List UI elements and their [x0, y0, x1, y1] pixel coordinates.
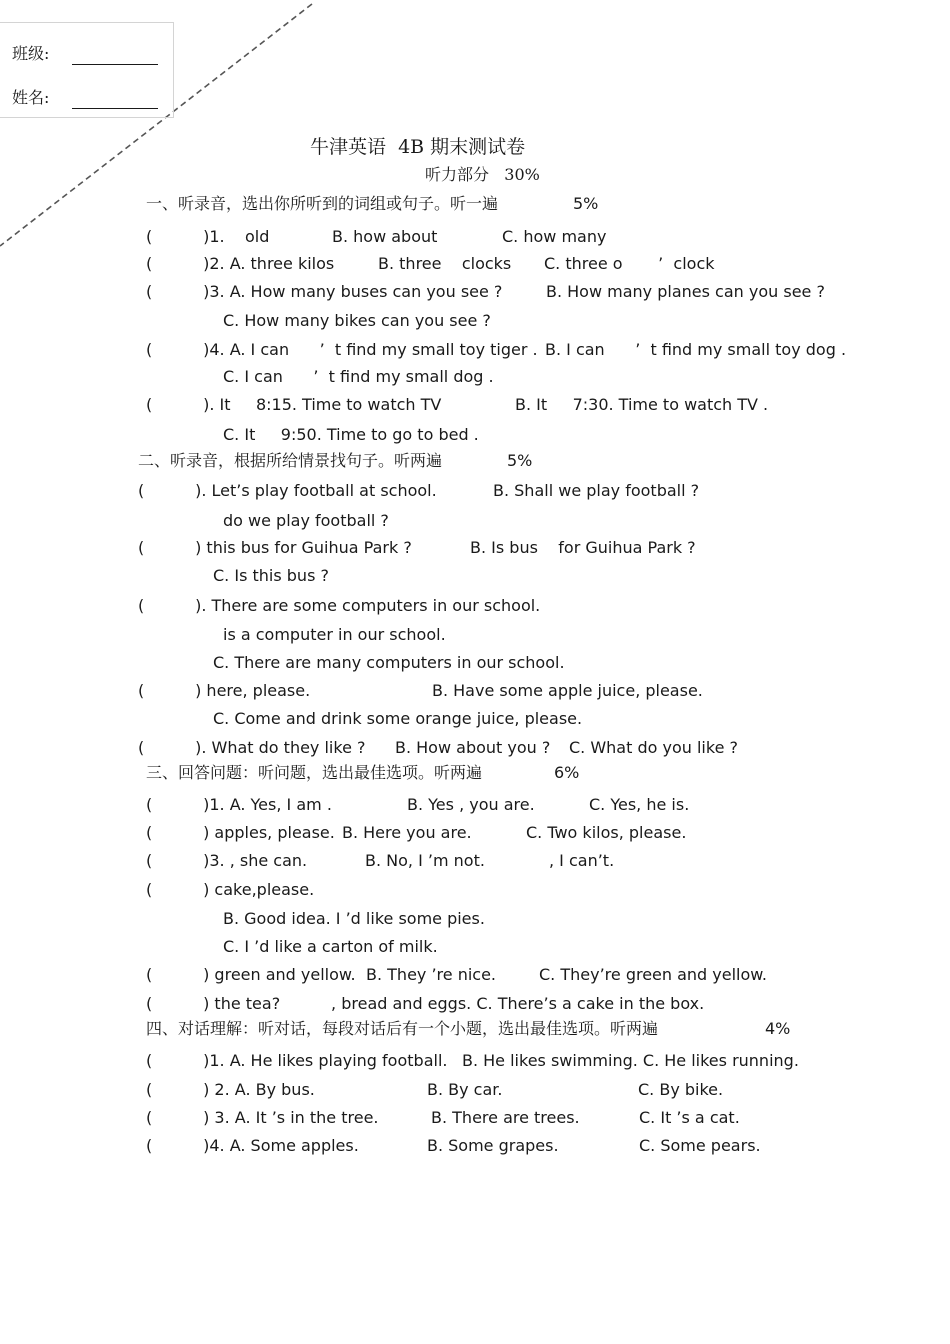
question-line: do we play football ? — [223, 511, 389, 530]
exam-title: 牛津英语 4B 期末测试卷 — [310, 136, 526, 158]
question-line: C. Two kilos, please. — [526, 823, 687, 842]
question-line: B. He likes swimming. C. He likes running. — [462, 1051, 799, 1070]
question-line: C. I ’d like a carton of milk. — [223, 937, 438, 956]
question-line: C. They’re green and yellow. — [539, 965, 767, 984]
question-line: C. It 9:50. Time to go to bed . — [223, 425, 479, 444]
section-heading: 三、回答问题：听问题，选出最佳选项。听两遍 — [146, 763, 483, 782]
question-line: B. Yes , you are. — [407, 795, 535, 814]
question-line: ( ) green and yellow. — [146, 965, 356, 984]
question-line: C. It ’s a cat. — [639, 1108, 740, 1127]
question-line: B. There are trees. — [431, 1108, 580, 1127]
question-line: B. Shall we play football ? — [493, 481, 700, 500]
question-line: B. Some grapes. — [427, 1136, 559, 1155]
question-line: C. Come and drink some orange juice, please. — [213, 709, 583, 728]
question-line: ( ) 3. A. It ’s in the tree. — [146, 1108, 379, 1127]
question-line: is a computer in our school. — [223, 625, 446, 644]
question-line: B. Here you are. — [342, 823, 472, 842]
question-line: B. Good idea. I ’d like some pies. — [223, 909, 485, 928]
section-heading: 四、对话理解：听对话，每段对话后有一个小题，选出最佳选项。听两遍 — [146, 1019, 659, 1038]
question-line: B. Is bus for Guihua Park ? — [470, 538, 696, 557]
question-line: ( ). What do they like ? — [138, 738, 366, 757]
question-line: C. By bike. — [638, 1080, 724, 1099]
question-line: B. I can ’ t find my small toy dog . — [545, 340, 847, 359]
question-line: ( ). Let’s play football at school. — [138, 481, 437, 500]
question-line: 5% — [507, 451, 533, 470]
question-line: C. Is this bus ? — [213, 566, 329, 585]
question-line: ( ) apples, please. — [146, 823, 335, 842]
question-line: 4% — [765, 1019, 791, 1038]
question-line: ( ). It 8:15. Time to watch TV — [146, 395, 442, 414]
question-line: C. How many bikes can you see ? — [223, 311, 491, 330]
question-line: B. How about you ? — [395, 738, 551, 757]
question-line: B. Have some apple juice, please. — [432, 681, 703, 700]
class-label: 班级: — [12, 44, 50, 63]
question-line: , I can’t. — [549, 851, 615, 870]
question-line: ( )2. A. three kilos — [146, 254, 335, 273]
question-line: ( ). There are some computers in our school. — [138, 596, 541, 615]
question-line: C. Some pears. — [639, 1136, 761, 1155]
question-line: ( )1. A. Yes, I am . — [146, 795, 332, 814]
question-line: C. I can ’ t find my small dog . — [223, 367, 494, 386]
question-line: C. how many — [502, 227, 607, 246]
name-label: 姓名: — [12, 88, 50, 107]
class-input-line[interactable] — [72, 64, 158, 65]
question-line: ( ) this bus for Guihua Park ? — [138, 538, 412, 557]
question-line: ( ) 2. A. By bus. — [146, 1080, 315, 1099]
question-line: ( )1. A. He likes playing football. — [146, 1051, 448, 1070]
exam-subtitle: 听力部分 30% — [425, 165, 540, 184]
question-line: 5% — [573, 194, 599, 213]
section-heading: 一、听录音，选出你所听到的词组或句子。听一遍 — [146, 194, 499, 213]
question-line: C. Yes, he is. — [589, 795, 690, 814]
section-heading: 二、听录音，根据所给情景找句子。听两遍 — [138, 451, 443, 470]
question-line: ( ) cake,please. — [146, 880, 315, 899]
question-line: C. three o ’ clock — [544, 254, 715, 273]
question-line: C. What do you like ? — [569, 738, 738, 757]
question-line: ( )3. A. How many buses can you see ? — [146, 282, 503, 301]
question-line: ( )1. old — [146, 227, 270, 246]
question-line: B. No, I ’m not. — [365, 851, 485, 870]
question-line: B. three clocks — [378, 254, 512, 273]
question-line: B. It 7:30. Time to watch TV . — [515, 395, 769, 414]
question-line: B. They ’re nice. — [366, 965, 497, 984]
name-input-line[interactable] — [72, 108, 158, 109]
question-line: 6% — [554, 763, 580, 782]
question-line: ( )4. A. Some apples. — [146, 1136, 359, 1155]
question-line: B. How many planes can you see ? — [546, 282, 825, 301]
question-line: B. By car. — [427, 1080, 503, 1099]
question-line: ( ) the tea? , bread and eggs. C. There’s a cake in the box. — [146, 994, 705, 1013]
question-line: ( ) here, please. — [138, 681, 311, 700]
question-line: B. how about — [332, 227, 438, 246]
question-line: C. There are many computers in our school. — [213, 653, 565, 672]
question-line: ( )3. , she can. — [146, 851, 308, 870]
question-line: ( )4. A. I can ’ t find my small toy tiger . — [146, 340, 538, 359]
